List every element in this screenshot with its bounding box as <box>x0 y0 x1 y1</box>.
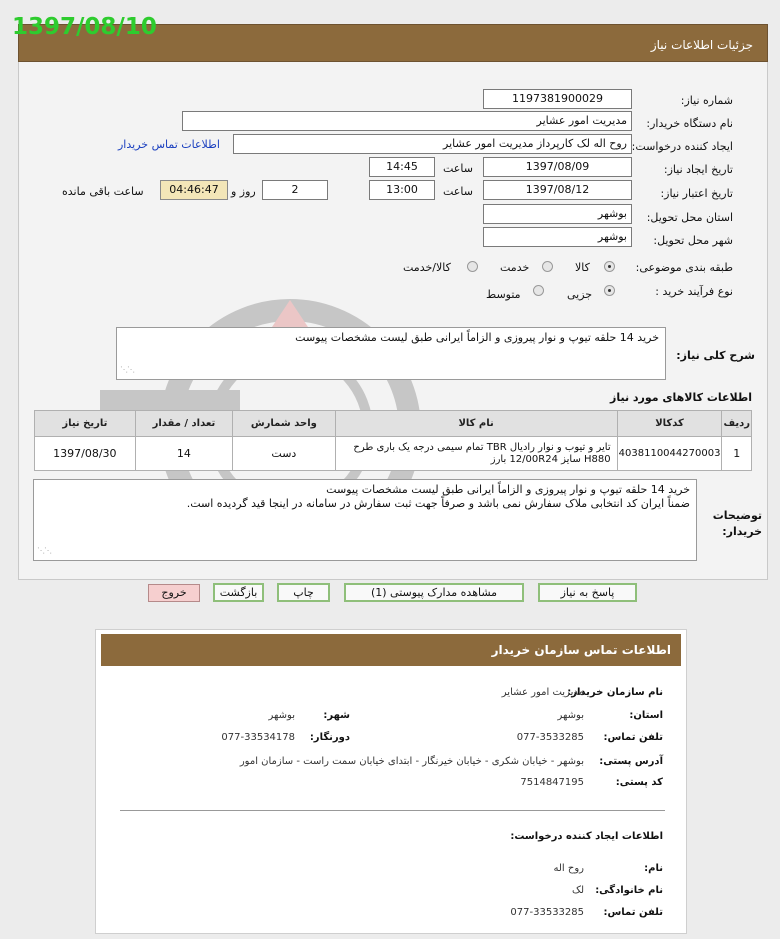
org-label: نام سازمان خریدار: <box>567 687 663 698</box>
date-stamp: 1397/08/10 <box>12 14 157 40</box>
col-unit: واحد شمارش <box>233 411 335 437</box>
creator-family-label: نام خانوادگی: <box>595 885 663 896</box>
city-card-label: شهر: <box>323 710 350 721</box>
process-medium-label: متوسط <box>486 288 521 301</box>
process-partial-label: جزیی <box>567 288 593 301</box>
creator-name-value: روح اله <box>553 863 584 874</box>
remaining-label: ساعت باقی مانده <box>62 185 144 198</box>
created-time-label: ساعت <box>443 162 473 175</box>
goods-table <box>34 410 752 471</box>
process-radio-medium[interactable] <box>533 285 544 296</box>
address-value: بوشهر - خیابان شکری - خیابان خیرنگار - ابتدای خیابان سمت راست - سازمان امور <box>239 756 584 767</box>
col-name: نام کالا <box>335 411 617 437</box>
phone-label: تلفن تماس: <box>603 732 663 743</box>
province-card-value: بوشهر <box>557 710 584 721</box>
col-date: تاریخ نیاز <box>35 411 136 437</box>
creator-family-value: لک <box>572 885 584 896</box>
category-radio-both[interactable] <box>467 261 478 272</box>
org-value: مدیریت امور عشایر <box>501 687 584 698</box>
col-qty: تعداد / مقدار <box>135 411 232 437</box>
creator-section-title: اطلاعات ایجاد کننده درخواست: <box>510 831 663 842</box>
buyer-notes-label: توضیحات خریدار: <box>712 509 762 538</box>
deadline-date-label: تاریخ اعتبار نیاز: <box>660 187 733 200</box>
col-row: ردیف <box>722 411 752 437</box>
summary-label: شرح کلی نیاز: <box>676 349 755 362</box>
summary-text: خرید 14 حلقه تیوپ و نوار پیروزی و الزاماً ایرانی طبق لیست مشخصات پیوست <box>295 331 659 344</box>
deadline-time-field: 13:00 <box>369 180 435 200</box>
summary-textarea[interactable] <box>116 327 666 380</box>
province-card-label: استان: <box>629 710 663 721</box>
creator-phone-value: 077-33533285 <box>510 907 584 918</box>
postal-value: 7514847195 <box>520 777 584 788</box>
day-and-label: روز و <box>231 185 256 198</box>
reply-button[interactable]: پاسخ به نیاز <box>538 583 637 602</box>
contact-card-title: اطلاعات تماس سازمان خریدار <box>491 643 671 657</box>
resize-grip-icon[interactable]: ⋰⋰ <box>37 546 51 555</box>
buyer-contact-link[interactable]: اطلاعات تماس خریدار <box>118 138 220 151</box>
goods-table-header <box>35 411 752 437</box>
requester-field: روح اله لک کارپرداز مدیریت امور عشایر <box>233 134 632 154</box>
creator-phone-label: تلفن تماس: <box>603 907 663 918</box>
cell-date: 1397/08/30 <box>35 437 136 471</box>
table-row <box>35 437 752 471</box>
address-label: آدرس پستی: <box>599 756 663 767</box>
cell-name: تایر و تیوب و نوار رادیال TBR تمام سیمی درجه یک باری طرح H880 سایز 12/00R24 بارز <box>335 437 617 471</box>
need-number-label: شماره نیاز: <box>680 94 733 107</box>
back-button[interactable]: بازگشت <box>213 583 264 602</box>
buyer-notes-line-1: خرید 14 حلقه تیوپ و نوار پیروزی و الزاماً ایرانی طبق لیست مشخصات پیوست <box>326 483 690 496</box>
goods-section-title: اطلاعات کالاهای مورد نیاز <box>610 391 752 404</box>
phone-value: 077-3533285 <box>516 732 584 743</box>
category-goods-label: کالا <box>575 261 590 274</box>
category-both-label: کالا/خدمت <box>403 261 451 274</box>
creator-name-label: نام: <box>644 863 663 874</box>
created-time-field: 14:45 <box>369 157 435 177</box>
deadline-time-label: ساعت <box>443 185 473 198</box>
exit-button[interactable]: خروج <box>148 584 200 602</box>
cell-qty: 14 <box>135 437 232 471</box>
province-label: استان محل تحویل: <box>646 211 733 224</box>
resize-grip-icon[interactable]: ⋰⋰ <box>120 365 134 374</box>
category-radio-goods[interactable] <box>604 261 615 272</box>
created-date-field: 1397/08/09 <box>483 157 632 177</box>
remaining-time-field: 04:46:47 <box>160 180 228 200</box>
cell-code: 4038110044270003 <box>617 437 722 471</box>
fax-value: 077-33534178 <box>221 732 295 743</box>
contact-card-header <box>101 634 681 666</box>
city-label: شهر محل تحویل: <box>653 234 733 247</box>
need-number-field: 1197381900029 <box>483 89 632 109</box>
col-code: کدکالا <box>617 411 722 437</box>
created-date-label: تاریخ ایجاد نیاز: <box>663 163 733 176</box>
category-radio-service[interactable] <box>542 261 553 272</box>
process-radio-partial[interactable] <box>604 285 615 296</box>
divider <box>120 810 665 811</box>
buyer-org-field: مدیریت امور عشایر <box>182 111 632 131</box>
city-field: بوشهر <box>483 227 632 247</box>
process-label: نوع فرآیند خرید : <box>655 285 733 298</box>
requester-label: ایجاد کننده درخواست: <box>631 140 733 153</box>
postal-label: کد پستی: <box>615 777 663 788</box>
cell-unit: دست <box>233 437 335 471</box>
buyer-notes-textarea[interactable] <box>33 479 697 561</box>
category-service-label: خدمت <box>500 261 530 274</box>
print-button[interactable]: چاپ <box>277 583 330 602</box>
buyer-org-label: نام دستگاه خریدار: <box>646 117 733 130</box>
city-card-value: بوشهر <box>268 710 295 721</box>
fax-label: دورنگار: <box>309 732 350 743</box>
category-label: طبقه بندی موضوعی: <box>635 261 733 274</box>
province-field: بوشهر <box>483 204 632 224</box>
attachments-button[interactable]: مشاهده مدارک پیوستی (1) <box>344 583 524 602</box>
buyer-notes-line-2: ضمناً ایران کد انتخابی ملاک سفارش نمی باشد و صرفاً جهت ثبت سفارش در سامانه در اینجا قید گردیده است. <box>186 497 690 510</box>
cell-row: 1 <box>722 437 752 471</box>
page-title: جزئیات اطلاعات نیاز <box>650 38 753 52</box>
days-field: 2 <box>262 180 328 200</box>
deadline-date-field: 1397/08/12 <box>483 180 632 200</box>
